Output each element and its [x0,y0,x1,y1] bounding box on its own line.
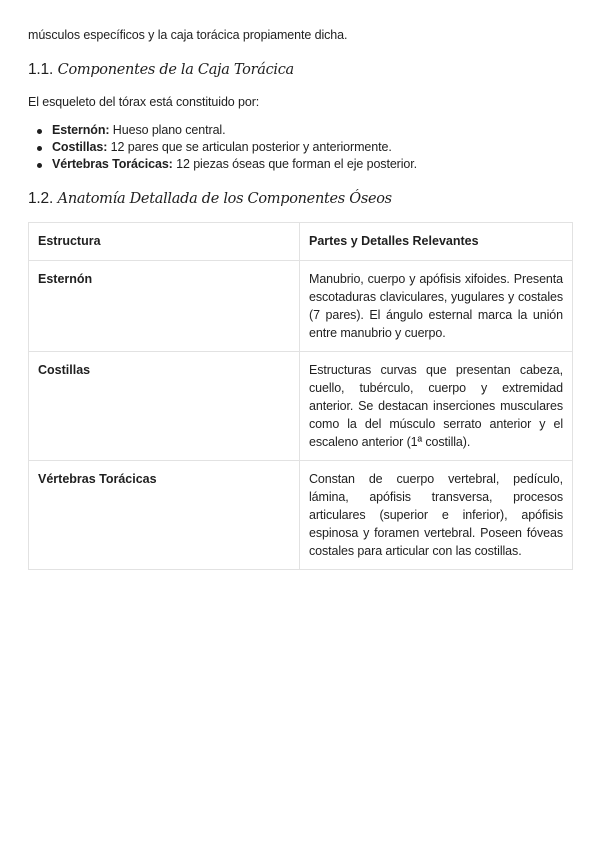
anatomy-table [28,222,573,570]
section-heading-1-1 [28,60,294,79]
section-number: 1.1. [28,61,54,78]
table-row [29,352,573,461]
table-header-row [29,223,573,261]
list-item [28,122,417,139]
details-cell: Manubrio, cuerpo y apófisis xifoides. Presenta escotaduras claviculares, yugulares y costales (7 pares). El ángulo esternal marca la unión entre manubrio y cuerpo. [300,261,573,352]
list-item-desc: 12 pares que se articulan posterior y anteriormente. [107,140,392,154]
details-cell: Constan de cuerpo vertebral, pedículo, lámina, apófisis transversa, procesos articulares (superior e inferior), apófisis espinosa y foramen vertebral. Poseen fóveas costales para articular con las costillas. [300,461,573,570]
column-header-structure: Estructura [29,223,300,261]
section-heading-1-2 [28,189,392,208]
section-number: 1.2. [28,190,54,207]
section-lead-text: El esqueleto del tórax está constituido por: [28,95,260,109]
section-title: Componentes de la Caja Torácica [57,62,294,78]
components-list [28,122,417,173]
list-item-term: Vértebras Torácicas: [52,157,173,171]
section-title: Anatomía Detallada de los Componentes Óseos [57,191,392,207]
list-item-term: Costillas: [52,140,108,154]
structure-cell: Vértebras Torácicas [29,461,300,570]
structure-cell: Costillas [29,352,300,461]
table-row [29,461,573,570]
details-cell: Estructuras curvas que presentan cabeza, cuello, tubérculo, cuerpo y extremidad anterior. Se destacan inserciones musculares como la del músculo serrato anterior y el escaleno anterior (1ª costilla). [300,352,573,461]
list-item [28,156,417,173]
list-item-desc: Hueso plano central. [109,123,226,137]
intro-text: músculos específicos y la caja torácica propiamente dicha. [28,28,348,42]
list-item-term: Esternón: [52,123,110,137]
table-row [29,261,573,352]
list-item-desc: 12 piezas óseas que forman el eje posterior. [172,157,418,171]
structure-cell: Esternón [29,261,300,352]
list-item [28,139,417,156]
column-header-details: Partes y Detalles Relevantes [300,223,573,261]
